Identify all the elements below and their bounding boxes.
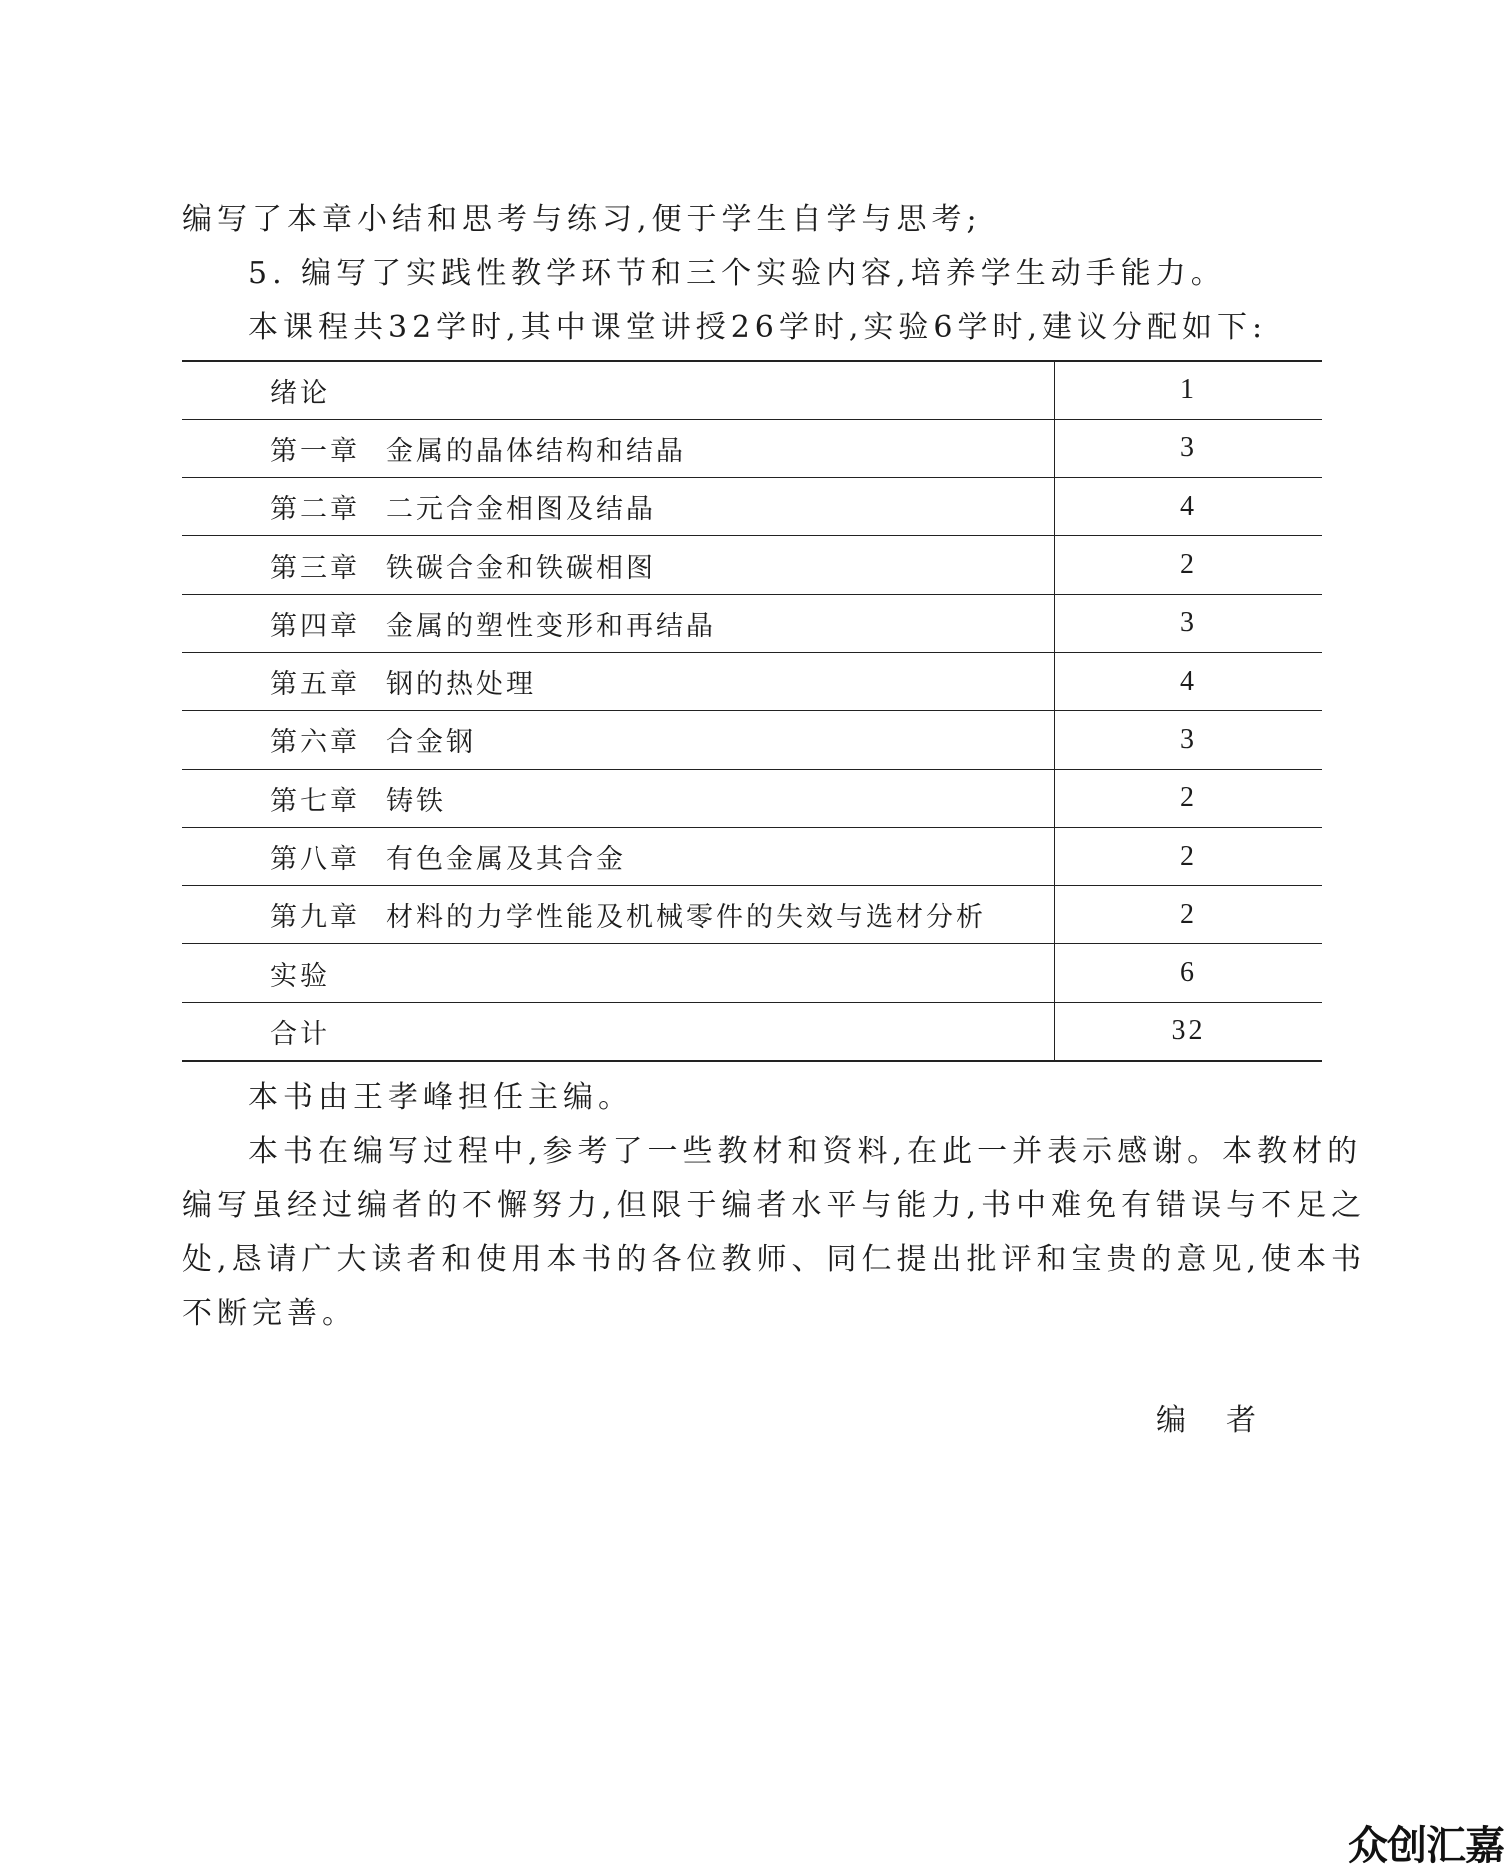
chapter-title: 金属的塑性变形和再结晶	[386, 610, 716, 642]
chapter-cell	[182, 886, 1055, 944]
chapter-number: 第九章	[270, 902, 360, 934]
chapter-title: 铸铁	[386, 785, 446, 817]
hours-cell: 2	[1055, 827, 1323, 885]
chapter-title: 铁碳合金和铁碳相图	[386, 552, 656, 584]
intro-line-2: 5. 编写了实践性教学环节和三个实验内容,培养学生动手能力。	[248, 256, 1226, 291]
chapter-cell	[182, 769, 1055, 827]
hours-cell: 6	[1055, 944, 1323, 1002]
hours-cell: 2	[1055, 886, 1323, 944]
chapter-cell	[182, 827, 1055, 885]
chapter-cell	[182, 1002, 1055, 1060]
table-row	[182, 886, 1322, 944]
chapter-cell	[182, 361, 1055, 419]
chapter-number: 第七章	[270, 785, 360, 817]
intro-line-1: 编写了本章小结和思考与练习,便于学生自学与思考;	[182, 202, 982, 237]
table-row	[182, 419, 1322, 477]
chapter-title: 绪论	[270, 377, 330, 409]
chapter-number: 第一章	[270, 435, 360, 467]
table-row	[182, 536, 1322, 594]
hours-cell: 3	[1055, 594, 1323, 652]
table-row	[182, 594, 1322, 652]
intro-line-3: 本课程共32学时,其中课堂讲授26学时,实验6学时,建议分配如下:	[248, 310, 1268, 345]
watermark-logo: 众创汇嘉	[1348, 1823, 1504, 1869]
table-row	[182, 361, 1322, 419]
hours-cell: 2	[1055, 769, 1323, 827]
chapter-cell	[182, 652, 1055, 710]
table-row	[182, 478, 1322, 536]
chapter-title: 合计	[270, 1018, 330, 1050]
chapter-title: 合金钢	[386, 727, 476, 759]
thanks-line-2: 编写虽经过编者的不懈努力,但限于编者水平与能力,书中难免有错误与不足之	[182, 1188, 1367, 1223]
chapter-title: 钢的热处理	[386, 669, 536, 701]
chapter-number: 第五章	[270, 669, 360, 701]
chapter-cell	[182, 478, 1055, 536]
chapter-number: 第四章	[270, 610, 360, 642]
chapter-cell	[182, 419, 1055, 477]
table-row	[182, 769, 1322, 827]
chapter-cell	[182, 944, 1055, 1002]
chapter-title: 金属的晶体结构和结晶	[386, 435, 686, 467]
thanks-line-4: 不断完善。	[182, 1296, 357, 1331]
thanks-line-3: 处,恳请广大读者和使用本书的各位教师、同仁提出批评和宝贵的意见,使本书	[182, 1242, 1367, 1277]
table-row	[182, 652, 1322, 710]
table-row	[182, 711, 1322, 769]
table-row	[182, 827, 1322, 885]
chapter-number: 第三章	[270, 552, 360, 584]
chapter-title: 二元合金相图及结晶	[386, 494, 656, 526]
hours-table	[182, 360, 1322, 1062]
hours-cell: 3	[1055, 419, 1323, 477]
hours-cell: 4	[1055, 478, 1323, 536]
chapter-title: 实验	[270, 960, 330, 992]
hours-cell: 4	[1055, 652, 1323, 710]
hours-cell: 1	[1055, 361, 1323, 419]
chapter-cell	[182, 711, 1055, 769]
editor-note: 本书由王孝峰担任主编。	[248, 1080, 633, 1115]
chapter-cell	[182, 594, 1055, 652]
chapter-cell	[182, 536, 1055, 594]
signature: 编者	[1156, 1403, 1296, 1438]
hours-cell: 3	[1055, 711, 1323, 769]
hours-cell: 32	[1055, 1002, 1323, 1060]
table-row	[182, 1002, 1322, 1060]
chapter-number: 第八章	[270, 844, 360, 876]
table-row	[182, 944, 1322, 1002]
chapter-title: 材料的力学性能及机械零件的失效与选材分析	[386, 902, 986, 934]
hours-cell: 2	[1055, 536, 1323, 594]
chapter-number: 第二章	[270, 494, 360, 526]
chapter-title: 有色金属及其合金	[386, 844, 626, 876]
thanks-line-1: 本书在编写过程中,参考了一些教材和资料,在此一并表示感谢。本教材的	[248, 1134, 1363, 1169]
chapter-number: 第六章	[270, 727, 360, 759]
